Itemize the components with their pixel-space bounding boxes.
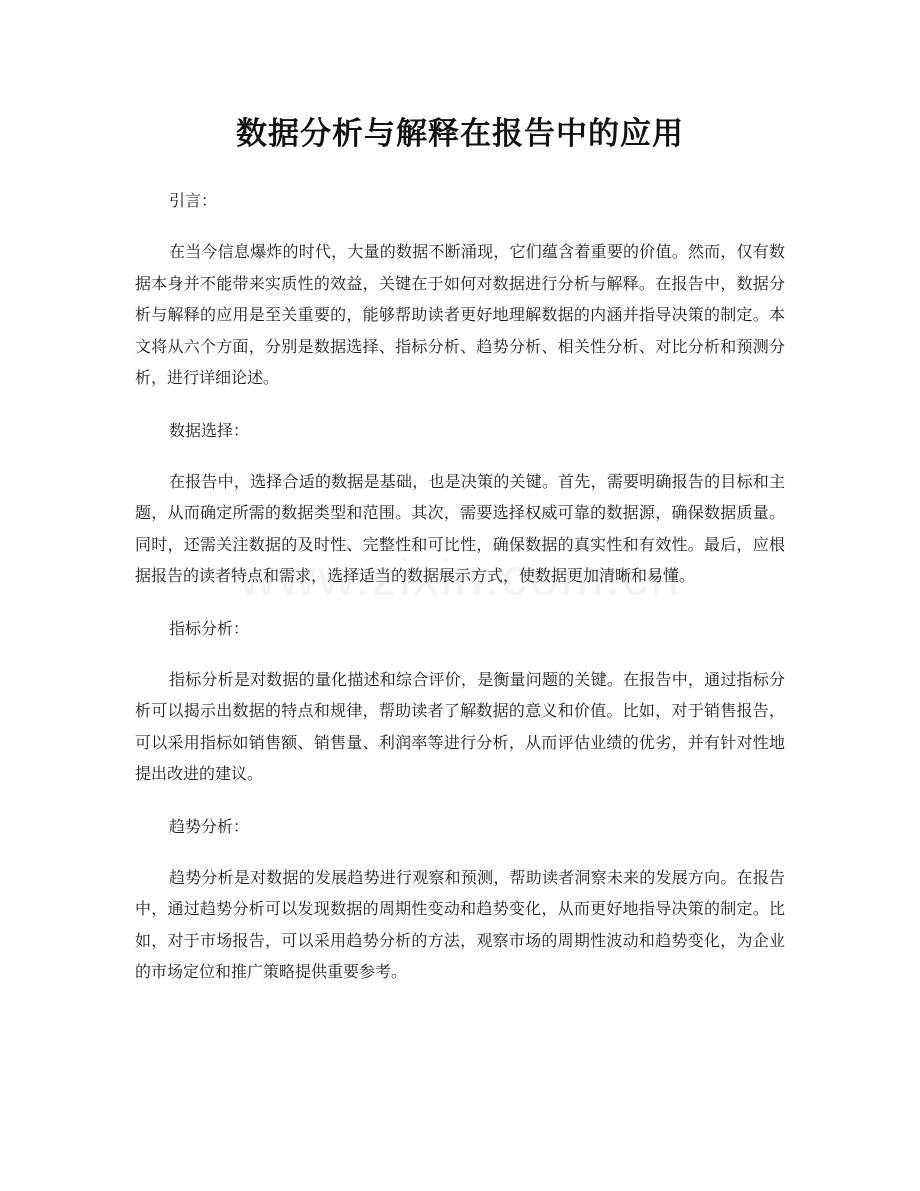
section-paragraph: 在报告中，选择合适的数据是基础，也是决策的关键。首先，需要明确报告的目标和主题，从而确定所需的数据类型和范围。其次，需要选择权威可靠的数据源，确保数据质量。同时，还需关注数据的及时性、完整性和可比性，确保数据的真实性和有效性。最后，应根据报告的读者特点和需求，选择适当的数据展示方式，使数据更加清晰和易懂。 <box>135 471 785 585</box>
section-heading: 趋势分析： <box>169 816 250 836</box>
section-indicator-analysis <box>135 614 785 812</box>
section-trend-analysis <box>135 812 785 988</box>
section-paragraph: 在当今信息爆炸的时代，大量的数据不断涌现，它们蕴含着重要的价值。然而，仅有数据本身并不能带来实质性的效益，关键在于如何对数据进行分析与解释。在报告中，数据分析与解释的应用是至关重要的，能够帮助读者更好地理解数据的内涵并指导决策的制定。本文将从六个方面，分别是数据选择、指标分析、趋势分析、相关性分析、对比分析和预测分析，进行详细论述。 <box>135 242 785 387</box>
section-paragraph: 指标分析是对数据的量化描述和综合评价，是衡量问题的关键。在报告中，通过指标分析可以揭示出数据的特点和规律，帮助读者了解数据的意义和价值。比如，对于销售报告，可以采用指标如销售额、销售量、利润率等进行分析，从而评估业绩的优劣，并有针对性地提出改进的建议。 <box>135 669 785 783</box>
section-heading: 指标分析： <box>169 618 250 638</box>
section-data-selection <box>135 416 785 614</box>
section-heading: 数据选择： <box>169 420 250 440</box>
section-paragraph: 趋势分析是对数据的发展趋势进行观察和预测，帮助读者洞察未来的发展方向。在报告中，通过趋势分析可以发现数据的周期性变动和趋势变化，从而更好地指导决策的制定。比如，对于市场报告，可以采用趋势分析的方法，观察市场的周期性波动和趋势变化，为企业的市场定位和推广策略提供重要参考。 <box>135 867 785 981</box>
section-heading: 引言： <box>169 191 218 210</box>
section-intro <box>135 186 785 416</box>
document-title: 数据分析与解释在报告中的应用 <box>236 116 684 152</box>
document-body <box>135 186 785 988</box>
